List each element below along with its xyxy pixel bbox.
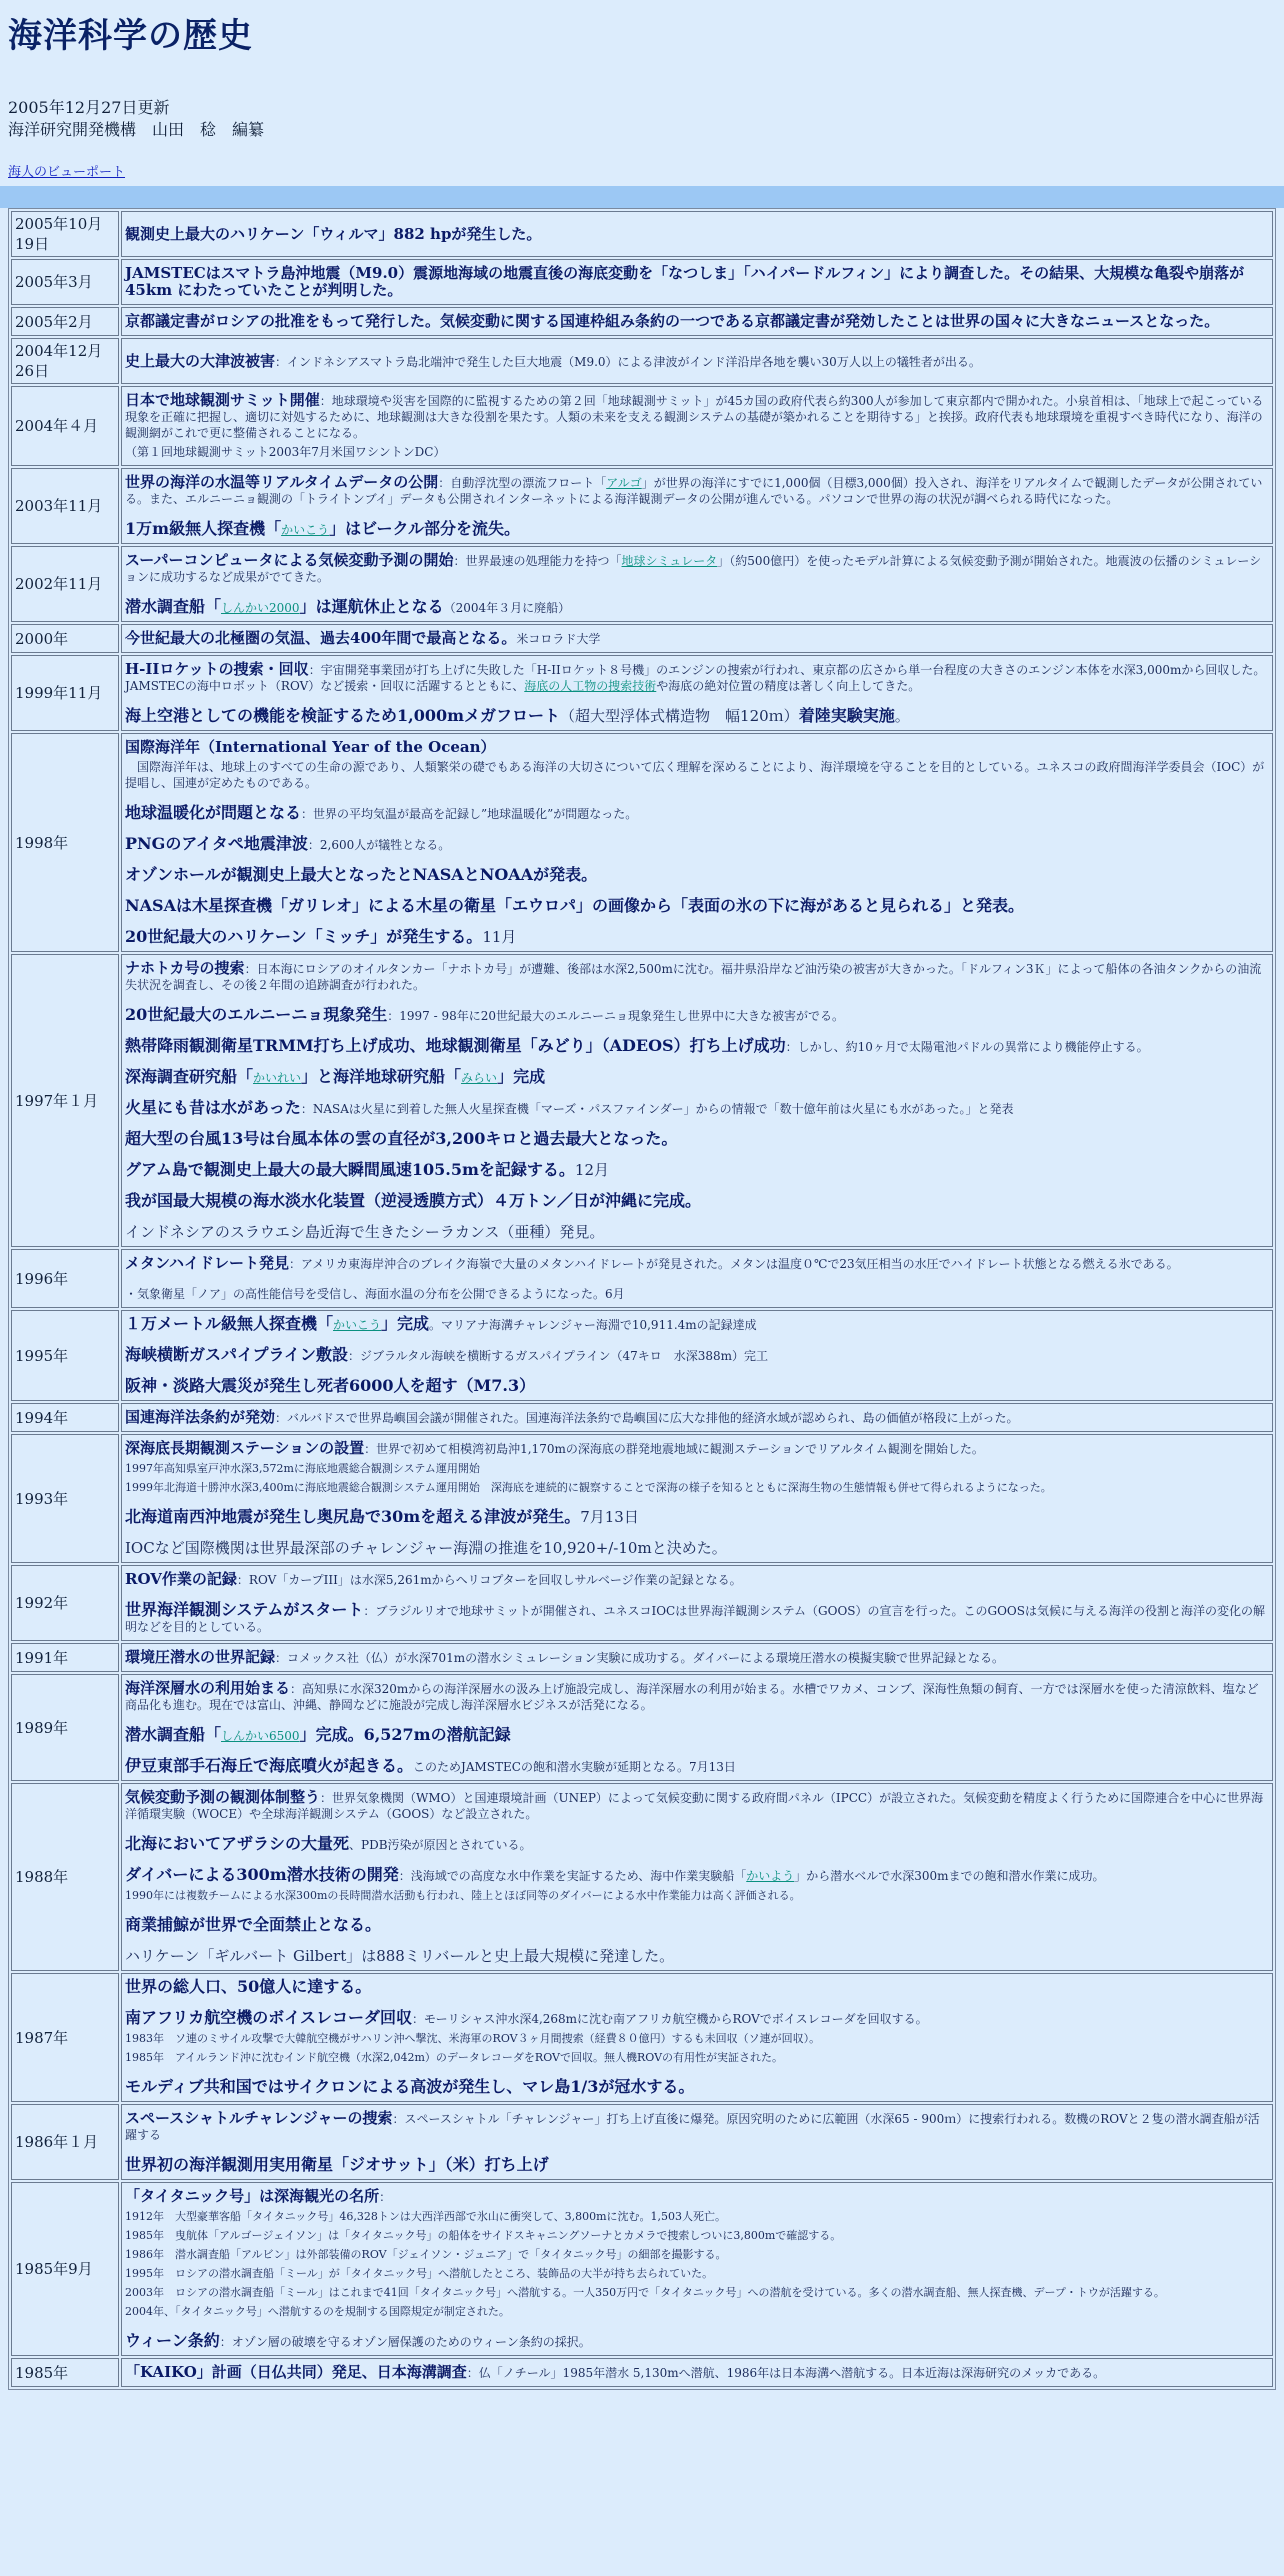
event-detail: ：ブラジルリオで地球サミットが開催され、ユネスコIOCは世界海洋観測システム（GOOS）の宣言を行った。このGOOSは気候に与える海洋の役割と海洋の変化の解明などを目的としている。: [125, 1604, 1265, 1634]
history-row: [11, 1565, 1273, 1641]
page: [0, 8, 1284, 2390]
event-entry: [125, 1316, 1269, 1333]
row-content: [121, 2358, 1273, 2387]
row-date: 1997年１月: [11, 954, 119, 1247]
event-detail: ：世界で初めて相模湾初島沖1,170mの深海底の群発地震地域に観測ステーションでリアルタイム観測を開始した。: [364, 1442, 984, 1456]
editor-credit: 海洋研究開発機構 山田 稔 編纂: [8, 120, 265, 139]
event-entry: [125, 2079, 1269, 2096]
event-headline: 」完成: [497, 1067, 546, 1086]
event-entry: [125, 1836, 1269, 1853]
event-entry: [125, 474, 1269, 507]
event-detail: 1985年 曳航体「アルゴージェイソン」は「タイタニック号」の船体をサイドスキャニングソーナとカメラで捜索しついに3,800mで確認する。: [125, 2229, 842, 2242]
event-headline: 世界の総人口、50億人に達する。: [125, 1977, 372, 1996]
event-entry: [125, 313, 1269, 330]
event-headline: 」は運航休止となる: [299, 597, 444, 616]
event-entry: [125, 1571, 1269, 1588]
event-detail: IOCなど国際機関は世界最深部のチャレンジャー海淵の推進を10,920+/-10mと決めた。: [125, 1539, 727, 1557]
event-entry: [125, 1979, 1269, 1996]
event-detail: ：NASAは火星に到着した無人火星探査機「マーズ・パスファインダー」からの情報で「数十億年前は火星にも水があった。」と発表: [300, 1102, 1014, 1116]
event-entry: [125, 805, 1269, 822]
event-detail: 7月13日: [580, 1508, 639, 1526]
event-headline: 世界初の海洋観測用実用衛星「ジオサット」（米）打ち上げ: [125, 2155, 549, 2174]
header-bar: [0, 186, 1284, 208]
event-entry: [125, 898, 1269, 915]
event-detail: 国際海洋年は、地球上のすべての生命の源であり、人類繁栄の礎でもある海洋の大切さについて広く理解を深めることにより、海洋環境を守ることを目的としている。ユネスコの政府間海洋学委員会（IOC）が提唱し、国連が定めたものである。: [125, 760, 1265, 790]
event-entry: [125, 1378, 1269, 1395]
event-entry: [125, 1758, 1269, 1775]
event-detail: 1995年 ロシアの潜水調査船「ミール」が「タイタニック号」へ潜航したところ、装飾品の大半が持ち去られていた。: [125, 2267, 714, 2280]
history-row: [11, 2358, 1273, 2387]
row-date: 1989年: [11, 1674, 119, 1781]
event-entry: [125, 2364, 1269, 2381]
row-content: [121, 1783, 1273, 1971]
event-entry: [125, 599, 1269, 616]
row-date: 2000年: [11, 624, 119, 653]
event-headline: メタンハイドレート発見: [125, 1254, 289, 1272]
event-headline: 地球温暖化が問題となる: [125, 803, 302, 822]
event-entry: [125, 708, 1269, 725]
event-headline: 深海調査研究船「: [125, 1067, 254, 1086]
event-detail: ：日本海にロシアのオイルタンカー「ナホトカ号」が遭難、後部は水深2,500mに沈む。福井県沿岸など油汚染の被害が大きかった。「ドルフィン3Ｋ」によって船体の各油タンクからの油流失状況を調査し、その後２年間の追跡調査が行われた。: [125, 962, 1262, 992]
row-content: [121, 259, 1273, 305]
history-row: [11, 307, 1273, 336]
reference-link[interactable]: 地球シミュレータ: [621, 554, 718, 568]
event-entry: [125, 392, 1269, 441]
event-headline: 1万m級無人探査機「: [125, 519, 282, 538]
history-row: [11, 733, 1273, 952]
event-detail: ：地球環境や災害を国際的に監視するための第２回「地球観測サミット」が45カ国の政府代表ら約300人が参加して東京都内で開かれた。小泉首相は、「地球上で起こっている現象を正確に把握し、適切に対処するために、地球観測は大きな役割を果たす。人類の未来を支える観測システムの基礎が築かれることを期待する」と挨拶。政府代表も地球環境を重視すべき時代になり、海洋の観測網がこれで更に整備されることになる。: [125, 394, 1264, 440]
row-content: [121, 733, 1273, 952]
event-detail: 1999年北海道十勝沖水深3,400mに海底地震総合観測システム運用開始 深海底を連続的に観察することで深海の様子を知るとともに深海生物の生態情報も併せて得られるようになった。: [125, 1481, 1052, 1494]
event-entry: [125, 929, 1269, 946]
row-date: 1988年: [11, 1783, 119, 1971]
event-entry: [125, 1193, 1269, 1210]
row-date: 2003年11月: [11, 468, 119, 544]
history-table: [8, 208, 1276, 2390]
row-content: [121, 655, 1273, 731]
row-content: [121, 386, 1273, 466]
row-date: 1996年: [11, 1249, 119, 1308]
event-entry: [125, 1680, 1269, 1713]
event-detail: 」から潜水ベルで水深300mまでの飽和潜水作業に成功。: [794, 1869, 1105, 1883]
event-detail: 1990年には複数チームによる水深300mの長時間潜水活動も行われ、陸上とほぼ同等のダイバーによる水中作業能力は高く評価される。: [125, 1889, 801, 1902]
event-detail: （第１回地球観測サミット2003年7月米国ワシントンDC）: [125, 445, 446, 459]
event-entry: [125, 1007, 1269, 1024]
event-detail: 1912年 大型豪華客船「タイタニック号」46,328トンは大西洋西部で氷山に衝突して、3,800mに沈む。1,503人死亡。: [125, 2210, 727, 2223]
event-headline: 北海においてアザラシの大量死: [125, 1834, 350, 1853]
event-entry: [125, 1460, 1269, 1476]
event-detail: 」が世界の海洋にすでに1,000個（目標3,000個）投入され、海洋をリアルタイムで観測したデータが公開されている。また、エルニーニョ観測の「トライトンブイ」データも公開されインターネットによる海洋観測データの公開が進んでいる。パソコンで世界の海の状況が調べられる時代になった。: [125, 476, 1263, 506]
event-detail: ：オゾン層の破壊を守るオゾン層保護のためのウィーン条約の採択。: [219, 2335, 591, 2349]
event-detail: （超大型浮体式構造物 幅120ｍ）: [560, 707, 799, 725]
row-date: 1995年: [11, 1310, 119, 1401]
event-entry: [125, 1162, 1269, 1179]
event-headline: 」完成。6,527mの潜航記録: [299, 1725, 511, 1744]
row-content: [121, 338, 1273, 384]
event-entry: [125, 1867, 1269, 1884]
reference-link[interactable]: アルゴ: [606, 476, 642, 490]
history-row: [11, 624, 1273, 653]
event-detail: ：2,600人が犠牲となる。: [307, 838, 451, 852]
row-date: 1987年: [11, 1973, 119, 2102]
event-headline: 国連海洋法条約が発効: [125, 1408, 276, 1426]
event-headline: 海峡横断ガスパイプライン敷設: [125, 1345, 349, 1364]
event-detail: 、PDB汚染が原因とされている。: [349, 1838, 532, 1852]
event-entry: [125, 1602, 1269, 1635]
event-entry: [125, 867, 1269, 884]
row-content: [121, 211, 1273, 257]
event-detail: ：しかし、約10ヶ月で太陽電池パドルの異常により機能停止する。: [785, 1040, 1149, 1054]
event-entry: [125, 2227, 1269, 2243]
event-entry: [125, 552, 1269, 585]
row-date: 1986年１月: [11, 2104, 119, 2180]
event-detail: 2003年 ロシアの潜水調査船「ミール」はこれまで41回「タイタニック号」へ潜航する。一人350万円で「タイタニック号」への潜航を受けている。多くの潜水調査船、無人探査機、デープ・トウが活躍する。: [125, 2286, 1165, 2299]
event-headline: 気候変動予測の観測体制整う: [125, 1788, 321, 1806]
event-entry: [125, 960, 1269, 993]
reference-link[interactable]: かいこう: [281, 523, 330, 537]
row-content: [121, 1249, 1273, 1308]
event-detail: 1985年 アイルランド沖に沈むインド航空機（水深2,042m）のデータレコーダをROVで回収。無人機ROVの有用性が実証された。: [125, 2051, 784, 2064]
event-detail: ：仏「ノチール」1985年潜水 5,130mへ潜航、1986年は日本海溝へ潜航する。日本近海は深海研究のメッカである。: [466, 2366, 1106, 2380]
reference-link[interactable]: しんかい2000: [221, 601, 300, 615]
event-headline: 日本で地球観測サミット開催: [125, 391, 320, 409]
event-entry: [125, 1917, 1269, 1934]
event-detail: ：: [379, 2190, 392, 2204]
event-entry: [125, 1509, 1269, 1526]
history-row: [11, 655, 1273, 731]
event-headline: 史上最大の大津波被害: [125, 351, 276, 370]
event-entry: [125, 2303, 1269, 2319]
history-row: [11, 386, 1273, 466]
event-headline: 京都議定書がロシアの批准をもって発行した。気候変動に関する国連枠組み条約の一つである京都議定書が発効したことは世界の国々に大きなニュースとなった。: [125, 312, 1220, 330]
event-detail: 11月: [482, 928, 517, 946]
event-detail: ：バルバドスで世界島嶼国会議が開催された。国連海洋法条約で島嶼国に広大な排他的経済水域が認められ、島の価値が格段に上がった。: [275, 1411, 1019, 1425]
event-detail: ：インドネシアスマトラ島北端沖で発生した巨大地震（M9.0）による津波がインド洋沿岸各地を襲い30万人以上の犠牲者が出る。: [275, 354, 981, 369]
row-content: [121, 624, 1273, 653]
event-entry: [125, 739, 1269, 756]
event-headline: 今世紀最大の北極圏の気温、過去400年間で最高となる。: [125, 629, 517, 647]
history-row: [11, 468, 1273, 544]
event-headline: JAMSTECはスマトラ島沖地震（M9.0）震源地海域の地震直後の海底変動を「なつしま」「ハイパードルフィン」により調査した。その結果、大規模な亀裂や崩落が45km にわたっていたことが判明した。: [125, 264, 1245, 299]
event-detail: ：コメックス社（仏）が水深701mの潜水シミュレーション実験に成功する。ダイバーによる環境圧潜水の模擬実験で世界記録となる。: [275, 1651, 1004, 1665]
history-row: [11, 1973, 1273, 2102]
page-title: 海洋科学の歴史: [8, 16, 253, 56]
row-date: 1999年11月: [11, 655, 119, 731]
event-headline: 世界の海洋の水温等リアルタイムデータの公開: [125, 473, 439, 491]
event-detail: 」（約500億円）を使ったモデル計算による気候変動予測が開始された。地震波の伝播のシミュレーションに成功するなど成果がでてきた。: [125, 554, 1262, 584]
event-headline: 阪神・淡路大震災が発生し死者6000人を超す（M7.3）: [125, 1376, 536, 1395]
row-content: [121, 1565, 1273, 1641]
row-date: 1991年: [11, 1643, 119, 1672]
event-detail: ：世界の平均気温が最高を記録し”地球温暖化”が問題なった。: [301, 807, 638, 821]
event-detail: 1983年 ソ連のミサイル攻撃で大韓航空機がサハリン沖へ撃沈、米海軍のROV３ヶ月間捜索（経費８０億円）するも未回収（ソ連が回収）。: [125, 2032, 821, 2045]
row-content: [121, 1674, 1273, 1781]
reference-link[interactable]: かいよう: [746, 1869, 795, 1883]
row-date: 2005年2月: [11, 307, 119, 336]
event-detail: 。: [894, 707, 910, 725]
event-headline: 国際海洋年（International Year of the Ocean）: [125, 738, 496, 756]
event-detail: 1986年 潜水調査船「アルビン」は外部装備のROV「ジェイソン・ジュニア」で「タイタニック号」の細部を撮影する。: [125, 2248, 727, 2261]
event-entry: [125, 1069, 1269, 1086]
event-detail: ：ジブラルタル海峡を横断するガスパイプライン（47キロ 水深388m）完工: [348, 1349, 769, 1363]
row-content: [121, 307, 1273, 336]
event-headline: 熱帯降雨観測衛星TRMM打ち上げ成功、地球観測衛星「みどり」（ADEOS）打ち上げ成功: [125, 1036, 786, 1055]
event-detail: ・気象衛星「ノア」の高性能信号を受信し、海面水温の分布を公開できるようになった。6月: [125, 1287, 625, 1301]
event-headline: グアム島で観測史上最大の最大瞬間風速105.5mを記録する。: [125, 1160, 575, 1179]
event-headline: 」完成: [381, 1314, 430, 1333]
event-entry: [125, 1887, 1269, 1903]
row-date: 1994年: [11, 1403, 119, 1432]
event-entry: [125, 2110, 1269, 2143]
event-detail: 1997年高知県室戸沖水深3,572mに海底地震総合観測システム運用開始: [125, 1462, 480, 1475]
event-headline: スーパーコンピュータによる気候変動予測の開始: [125, 551, 454, 569]
event-entry: [125, 1224, 1269, 1241]
event-headline: 世界海洋観測システムがスタート: [125, 1600, 364, 1619]
event-headline: 我が国最大規模の海水淡水化装置（逆浸透膜方式）４万トン／日が沖縄に完成。: [125, 1191, 702, 1210]
history-row: [11, 546, 1273, 622]
update-date: 2005年12月27日更新: [8, 98, 170, 117]
viewport-link[interactable]: 海人のビューポート: [8, 165, 126, 180]
event-headline: 南アフリカ航空機のボイスレコーダ回収: [125, 2008, 413, 2027]
row-date: 2005年3月: [11, 259, 119, 305]
event-detail: ：1997 - 98年に20世紀最大のエルニーニョ現象発生し世界中に大きな被害がでる。: [387, 1009, 845, 1023]
event-entry: [125, 1131, 1269, 1148]
event-headline: 20世紀最大のエルニーニョ現象発生: [125, 1005, 388, 1024]
row-content: [121, 1310, 1273, 1401]
event-entry: [125, 2265, 1269, 2281]
event-headline: 商業捕鯨が世界で全面禁止となる。: [125, 1915, 382, 1934]
event-headline: 海上空港としての機能を検証するため1,000mメガフロート: [125, 706, 561, 725]
history-row: [11, 259, 1273, 305]
event-detail: ：浅海域での高度な水中作業を実証するため、海中作業実験船「: [398, 1869, 747, 1883]
event-headline: 」と海洋地球研究船「: [301, 1067, 462, 1086]
event-entry: [125, 2010, 1269, 2027]
reference-link[interactable]: かいれい: [253, 1071, 302, 1085]
event-entry: [125, 1540, 1269, 1557]
event-detail: ：アメリカ東海岸沖合のブレイク海嶺で大量のメタンハイドレートが発見された。メタンは温度０℃で23気圧相当の水圧でハイドレート状態となる燃える氷である。: [288, 1257, 1179, 1271]
event-headline: １万メートル級無人探査機「: [125, 1314, 334, 1333]
event-headline: 観測史上最大のハリケーン「ウィルマ」882 hpが発生した。: [125, 224, 542, 243]
event-headline: H-IIロケットの捜索・回収: [125, 660, 309, 678]
event-headline: 超大型の台風13号は台風本体の雲の直径が3,200キロと過去最大となった。: [125, 1129, 678, 1148]
history-row: [11, 954, 1273, 1247]
row-content: [121, 2182, 1273, 2356]
history-row: [11, 338, 1273, 384]
event-entry: [125, 1727, 1269, 1744]
event-entry: [125, 2333, 1269, 2350]
event-detail: （2004年３月に廃船）: [443, 601, 571, 615]
event-headline: 環境圧潜水の世界記録: [125, 1648, 276, 1666]
event-entry: [125, 1100, 1269, 1117]
row-date: 1998年: [11, 733, 119, 952]
history-row: [11, 1403, 1273, 1432]
event-entry: [125, 226, 1269, 243]
event-headline: 20世紀最大のハリケーン「ミッチ」が発生する。: [125, 927, 483, 946]
history-row: [11, 211, 1273, 257]
event-entry: [125, 2030, 1269, 2046]
row-content: [121, 954, 1273, 1247]
event-detail: ：スペースシャトル「チャレンジャー」打ち上げ直後に爆発。原因究明のために広範囲（水深65 - 900ｍ）に捜索行われる。数機のROVと２隻の潜水調査船が活躍する: [125, 2112, 1260, 2142]
event-entry: [125, 1789, 1269, 1822]
reference-link[interactable]: みらい: [461, 1071, 498, 1085]
event-entry: [125, 1286, 1269, 1302]
event-detail: 米コロラド大学: [516, 632, 601, 646]
history-row: [11, 1674, 1273, 1781]
event-headline: 火星にも昔は水があった: [125, 1098, 301, 1117]
event-entry: [125, 2246, 1269, 2262]
event-headline: モルディブ共和国ではサイクロンによる高波が発生し、マレ島1/3が冠水する。: [125, 2077, 695, 2096]
event-entry: [125, 2049, 1269, 2065]
event-detail: このためJAMSTECの飽和潜水実験が延期となる。7月13日: [413, 1760, 736, 1774]
row-content: [121, 1434, 1273, 1563]
event-detail: や海底の絶対位置の精度は著しく向上してきた。: [656, 679, 921, 693]
event-entry: [125, 353, 1269, 370]
event-detail: ：世界最速の処理能力を持つ「: [453, 554, 622, 568]
event-headline: PNGのアイタペ地震津波: [125, 834, 308, 853]
history-row: [11, 2182, 1273, 2356]
event-detail: ：モーリシャス沖水深4,268mに沈む南アフリカ航空機からROVでボイスレコーダを回収する。: [412, 2012, 928, 2026]
row-date: 2005年10月19日: [11, 211, 119, 257]
history-row: [11, 1310, 1273, 1401]
event-entry: [125, 2284, 1269, 2300]
event-entry: [125, 630, 1269, 647]
event-detail: ：自動浮沈型の漂流フロート「: [438, 476, 607, 490]
event-entry: [125, 661, 1269, 694]
event-detail: ：宇宙開発事業団が打ち上げに失敗した「H-IIロケット８号機」のエンジンの捜索が行われ、東京都の広さから単一台程度の大きさのエンジン本体を水深3,000mから回収した。JAMSTECの海中ロボット（ROV）など援索・回収に活躍するとともに、: [125, 663, 1266, 693]
event-entry: [125, 1255, 1269, 1272]
event-headline: オゾンホールが観測史上最大となったとNASAとNOAAが発表。: [125, 865, 598, 884]
event-headline: 着陸実験実施: [798, 706, 895, 725]
event-detail: ハリケーン「ギルバート Gilbert」は888ミリバールと史上最大規模に発達した。: [125, 1947, 675, 1965]
event-detail: 12月: [574, 1161, 610, 1179]
event-detail: 2004年、「タイタニック号」へ潜航するのを規制する国際規定が制定された。: [125, 2305, 510, 2318]
reference-link[interactable]: 海底の人工物の捜索技術: [524, 679, 657, 693]
event-headline: 「タイタニック号」は深海観光の名所: [125, 2187, 380, 2205]
row-content: [121, 2104, 1273, 2180]
history-row: [11, 1249, 1273, 1308]
row-date: 1985年: [11, 2358, 119, 2387]
row-date: 1993年: [11, 1434, 119, 1563]
row-date: 2004年12月26日: [11, 338, 119, 384]
event-entry: [125, 836, 1269, 853]
event-headline: 伊豆東部手石海丘で海底噴火が起きる。: [125, 1756, 414, 1775]
row-date: 1992年: [11, 1565, 119, 1641]
event-entry: [125, 759, 1269, 791]
event-headline: ウィーン条約: [125, 2331, 220, 2350]
event-headline: 深海底長期観測ステーションの設置: [125, 1439, 365, 1457]
history-row: [11, 1783, 1273, 1971]
event-detail: ：世界気象機関（WMO）と国連環境計画（UNEP）によって気候変動に関する政府間パネル（IPCC）が設立された。気候変動を精度よく行うために国際連合を中心に世界海洋循環実験（WOCE）や全球海洋観測システム（GOOS）など設立された。: [125, 1791, 1264, 1821]
event-headline: 海洋深層水の利用始まる: [125, 1679, 291, 1697]
row-content: [121, 1643, 1273, 1672]
event-headline: ダイバーによる300m潜水技術の開発: [125, 1865, 399, 1884]
event-entry: [125, 2157, 1269, 2174]
event-headline: 潜水調査船「: [125, 597, 222, 616]
row-content: [121, 468, 1273, 544]
event-headline: 「KAIKO」計画（日仏共同）発足、日本海溝調査: [125, 2363, 467, 2381]
event-entry: [125, 1347, 1269, 1364]
event-detail: 。マリアナ海溝チャレンジャー海淵で10,911.4mの記録達成: [429, 1318, 757, 1332]
event-headline: ROV作業の記録: [125, 1570, 237, 1588]
event-headline: NASAは木星探査機「ガリレオ」による木星の衛星「エウロパ」の画像から「表面の氷の下に海があると見られる」と発表。: [125, 896, 1025, 915]
event-entry: [125, 1948, 1269, 1965]
row-content: [121, 1403, 1273, 1432]
event-detail: ：高知県に水深320mからの海洋深層水の汲み上げ施設完成し、海洋深層水の利用が始まる。水槽でワカメ、コンブ、深海性魚類の飼育、一方では深層水を使った清涼飲料、塩など商品化も進む。現在では富山、沖縄、静岡などに施設が完成し海洋深層水ビジネスが活発になる。: [125, 1682, 1259, 1712]
event-entry: [125, 265, 1269, 299]
history-row: [11, 2104, 1273, 2180]
event-entry: [125, 521, 1269, 538]
event-entry: [125, 2188, 1269, 2205]
event-entry: [125, 1440, 1269, 1457]
event-entry: [125, 444, 1269, 460]
event-entry: [125, 2208, 1269, 2224]
event-entry: [125, 1409, 1269, 1426]
event-entry: [125, 1038, 1269, 1055]
history-row: [11, 1434, 1273, 1563]
reference-link[interactable]: しんかい6500: [221, 1729, 300, 1743]
row-content: [121, 1973, 1273, 2102]
row-date: 1985年9月: [11, 2182, 119, 2356]
event-detail: ：ROV「カープIII」は水深5,261mからヘリコプターを回収しサルベージ作業の記録となる。: [236, 1573, 742, 1587]
event-headline: 北海道南西沖地震が発生し奥尻島で30mを超える津波が発生。: [125, 1507, 581, 1526]
event-headline: スペースシャトルチャレンジャーの捜索: [125, 2109, 393, 2127]
event-headline: ナホトカ号の捜索: [125, 959, 245, 977]
event-detail: インドネシアのスラウエシ島近海で生きたシーラカンス（亜種）発見。: [125, 1223, 605, 1241]
event-headline: 潜水調査船「: [125, 1725, 222, 1744]
row-date: 2002年11月: [11, 546, 119, 622]
event-entry: [125, 1649, 1269, 1666]
history-row: [11, 1643, 1273, 1672]
row-content: [121, 546, 1273, 622]
reference-link[interactable]: かいこう: [333, 1318, 382, 1332]
event-headline: 」はビークル部分を流失。: [329, 519, 520, 538]
row-date: 2004年４月: [11, 386, 119, 466]
event-entry: [125, 1479, 1269, 1495]
